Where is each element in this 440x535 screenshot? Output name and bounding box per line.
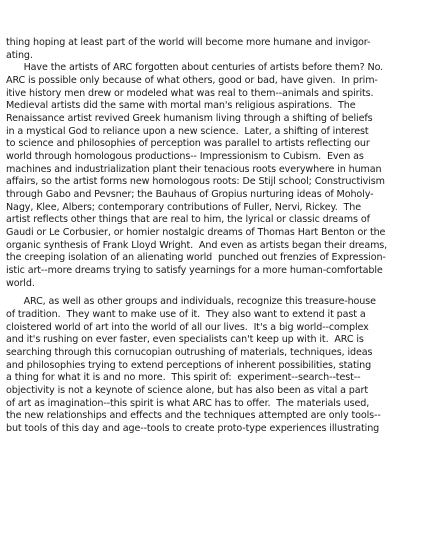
text-line: artist reflects other things that are real to him, the lyrical or classic dreams of: [6, 214, 370, 226]
text-line: and it's rushing on ever faster, even specialists can't keep up with it. ARC is: [6, 334, 364, 346]
text-line: machines and industrialization plant their tenacious roots everywhere in human: [6, 163, 382, 175]
text-line: world through homologous productions-- Impressionism to Cubism. Even as: [6, 151, 364, 163]
paragraph-2: [6, 62, 436, 290]
text-line: istic art--more dreams trying to satisfy yearnings for a more human-comfortable: [6, 265, 383, 277]
text-line: the creeping isolation of an alienating world punched out frenzies of Expression-: [6, 252, 386, 264]
text-line: through Gabo and Pevsner; the Bauhaus of Gropius nurturing ideas of Moholy-: [6, 189, 374, 201]
text-line: Renaissance artist revived Greek humanism living through a shifting of beliefs: [6, 113, 373, 125]
text-line: Have the artists of ARC forgotten about centuries of artists before them? No.: [6, 62, 384, 74]
text-line: a thing for what it is and no more. This spirit of: experiment--search--test--: [6, 372, 361, 384]
text-line: but tools of this day and age--tools to create proto-type experiences illustrating: [6, 423, 380, 435]
paragraph-1: [6, 37, 436, 62]
text-line: ARC, as well as other groups and individuals, recognize this treasure-house: [6, 296, 376, 308]
text-line: searching through this cornucopian outrushing of materials, techniques, ideas: [6, 347, 373, 359]
text-line: in a mystical God to reliance upon a new science. Later, a shifting of interest: [6, 125, 369, 137]
text-line: ating.: [6, 49, 33, 61]
text-line: affairs, so the artist forms new homologous roots: De Stijl school; Constructivism: [6, 176, 385, 188]
text-line: and philosophies trying to extend perceptions of inherent possibilities, stating: [6, 359, 372, 371]
text-line: of art as imagination--this spirit is what ARC has to offer. The materials used,: [6, 397, 370, 409]
text-line: Medieval artists did the same with mortal man's religious aspirations. The: [6, 100, 356, 112]
text-line: of tradition. They want to make use of it. They also want to extend it past a: [6, 309, 366, 321]
text-line: organic synthesis of Frank Lloyd Wright. And even as artists began their dreams,: [6, 239, 388, 251]
text-line: ARC is possible only because of what others, good or bad, have given. In prim-: [6, 75, 378, 87]
text-line: itive history men drew or modeled what was real to them--animals and spirits.: [6, 87, 374, 99]
text-line: the new relationships and effects and the techniques attempted are only tools--: [6, 410, 381, 422]
text-line: Gaudi or Le Corbusier, or homier nostalgic dreams of Thomas Hart Benton or the: [6, 227, 386, 239]
text-line: Nagy, Klee, Albers; contemporary contributions of Fuller, Nervi, Rickey. The: [6, 201, 362, 213]
document-page: [6, 37, 436, 436]
text-line: objectivity is not a keynote of science alone, but has also been as vital a part: [6, 385, 368, 397]
text-line: thing hoping at least part of the world will become more humane and invigor-: [6, 37, 371, 48]
paragraph-3: [6, 296, 436, 435]
text-line: cloistered world of art into the world of all our lives. It's a big world--complex: [6, 321, 369, 333]
text-line: to science and philosophies of perception was parallel to artists reflecting our: [6, 138, 370, 150]
text-line: world.: [6, 277, 35, 289]
